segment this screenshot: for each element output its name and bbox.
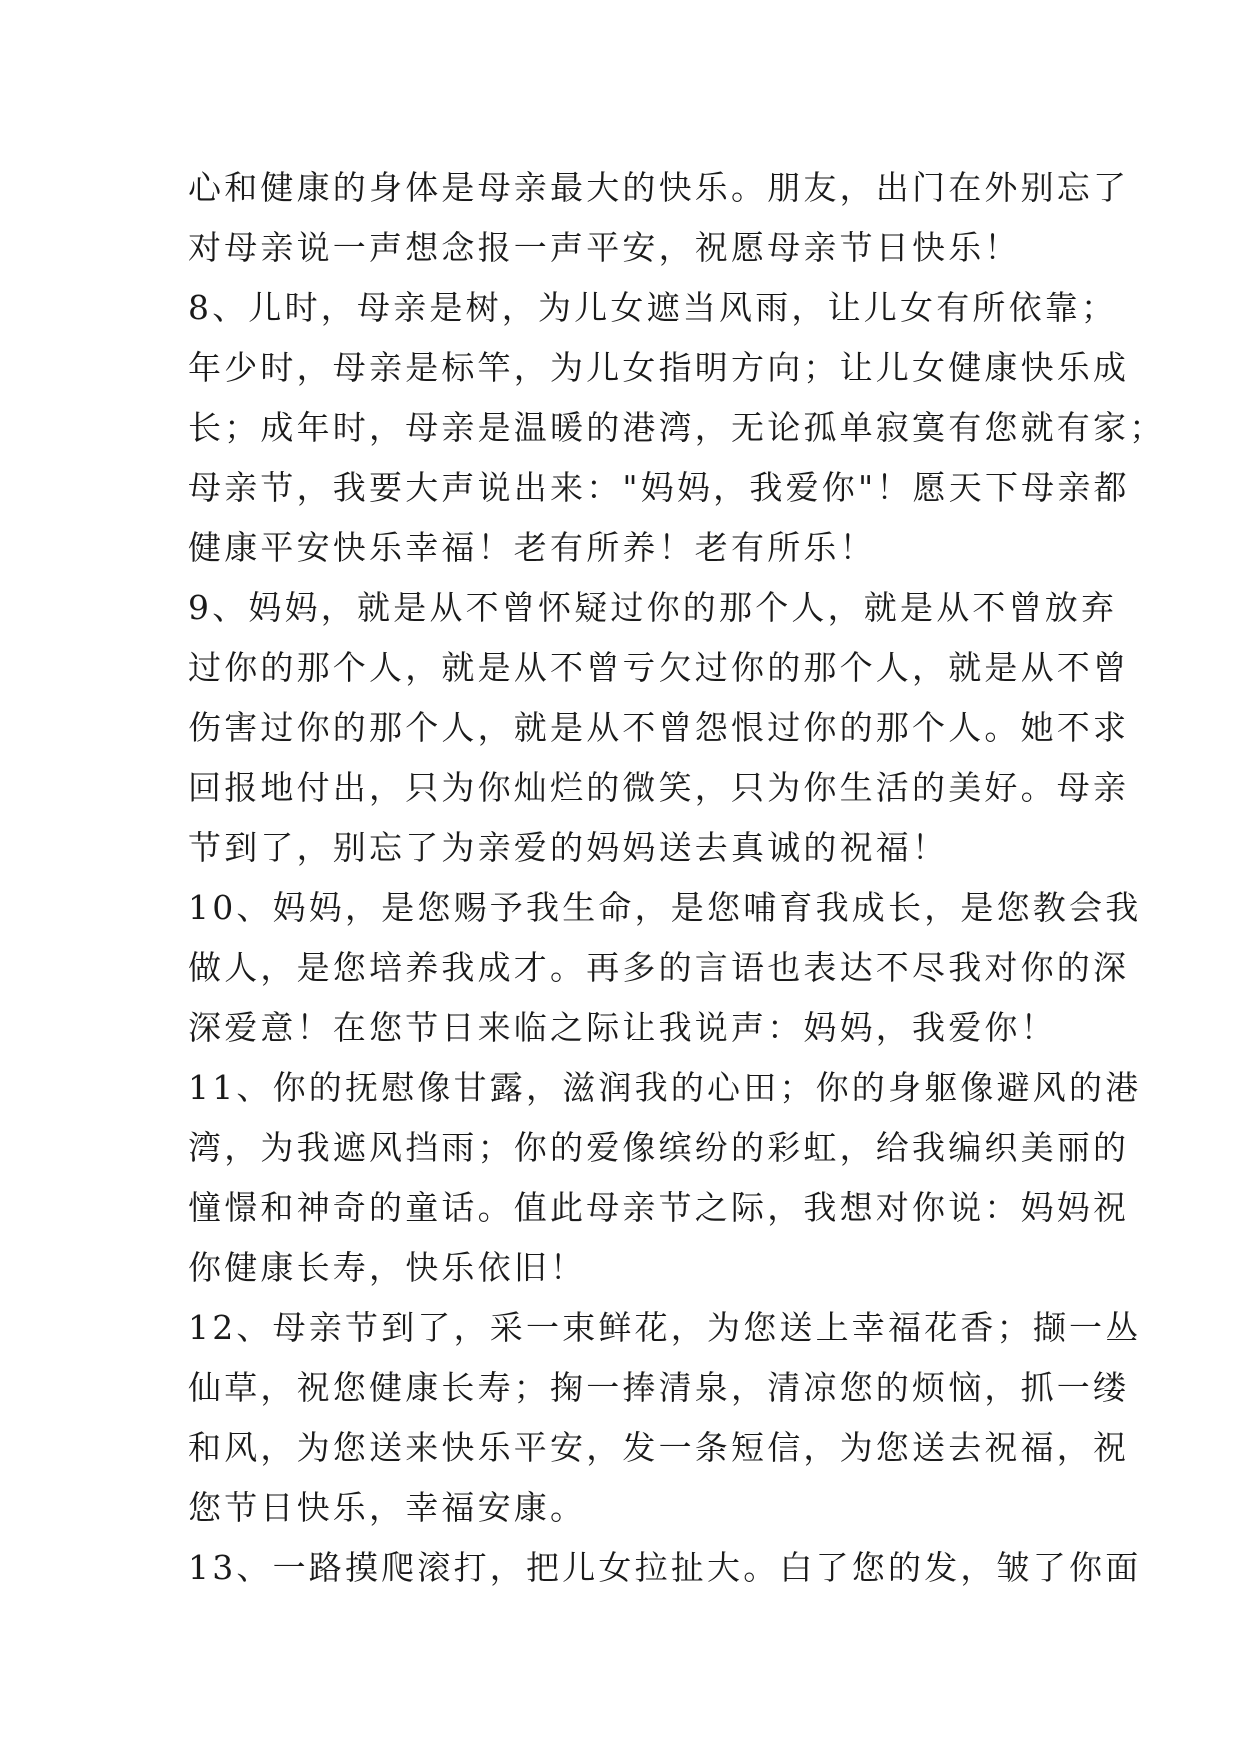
text-line: 心和健康的身体是母亲最大的快乐。朋友，出门在外别忘了 [188,168,1130,207]
text-line: 节到了，别忘了为亲爱的妈妈送去真诚的祝福！ [188,828,949,867]
text-line: 10、妈妈，是您赐予我生命，是您哺育我成长，是您教会我 [188,888,1142,927]
text-line: 和风，为您送来快乐平安，发一条短信，为您送去祝福，祝 [188,1428,1130,1467]
text-line: 您节日快乐，幸福安康。 [188,1488,587,1527]
text-line: 对母亲说一声想念报一声平安，祝愿母亲节日快乐！ [188,228,1021,267]
text-line: 11、你的抚慰像甘露，滋润我的心田；你的身躯像避风的港 [188,1068,1142,1107]
body-text [188,158,1166,1598]
text-line: 伤害过你的那个人，就是从不曾怨恨过你的那个人。她不求 [188,708,1130,747]
text-line: 回报地付出，只为你灿烂的微笑，只为你生活的美好。母亲 [188,768,1130,807]
text-line: 憧憬和神奇的童话。值此母亲节之际，我想对你说：妈妈祝 [188,1188,1130,1227]
text-line: 8、儿时，母亲是树，为儿女遮当风雨，让儿女有所依靠； [188,288,1118,327]
text-line: 过你的那个人，就是从不曾亏欠过你的那个人，就是从不曾 [188,648,1130,687]
text-line: 12、母亲节到了，采一束鲜花，为您送上幸福花香；撷一丛 [188,1308,1142,1347]
text-line: 深爱意！在您节日来临之际让我说声：妈妈，我爱你！ [188,1008,1057,1047]
text-line: 长；成年时，母亲是温暖的港湾，无论孤单寂寞有您就有家； [188,408,1166,447]
text-line: 年少时，母亲是标竿，为儿女指明方向；让儿女健康快乐成 [188,348,1130,387]
text-line: 仙草，祝您健康长寿；掬一捧清泉，清凉您的烦恼，抓一缕 [188,1368,1130,1407]
text-line: 13、一路摸爬滚打，把儿女拉扯大。白了您的发，皱了你面 [188,1548,1142,1587]
text-line: 你健康长寿，快乐依旧！ [188,1248,587,1287]
text-line: 做人，是您培养我成才。再多的言语也表达不尽我对你的深 [188,948,1130,987]
text-line: 湾，为我遮风挡雨；你的爱像缤纷的彩虹，给我编织美丽的 [188,1128,1130,1167]
text-line: 母亲节，我要大声说出来："妈妈，我爱你"！愿天下母亲都 [188,468,1130,507]
text-line: 健康平安快乐幸福！老有所养！老有所乐！ [188,528,876,567]
text-line: 9、妈妈，就是从不曾怀疑过你的那个人，就是从不曾放弃 [188,588,1118,627]
